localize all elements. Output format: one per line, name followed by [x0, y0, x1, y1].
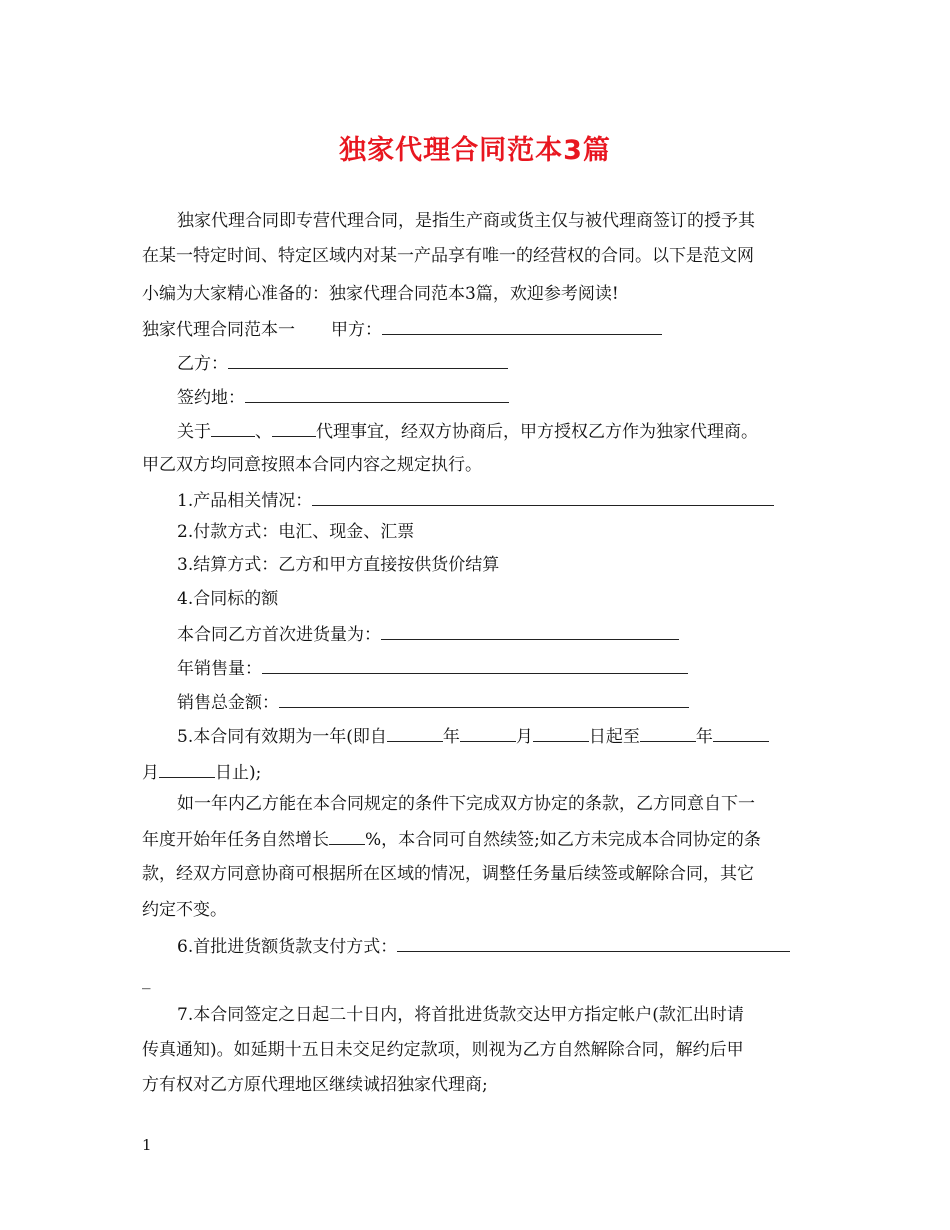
- annual-sales-label: 年销售量：: [177, 659, 262, 679]
- party-a-label: 甲方：: [331, 320, 382, 340]
- item-1-label: 1.产品相关情况：: [177, 491, 313, 511]
- total-sales-label: 销售总金额：: [177, 693, 279, 713]
- month-label: 月: [515, 727, 533, 747]
- para-line-1: 如一年内乙方能在本合同规定的条件下完成双方协定的条款，乙方同意自下一: [177, 794, 755, 814]
- contract-heading-row: [142, 316, 822, 342]
- item-3: 3.结算方式：乙方和甲方直接按供货价结算: [177, 555, 500, 575]
- item-5-line-2: [142, 759, 822, 785]
- contract-heading: 独家代理合同范本一: [142, 320, 295, 340]
- party-b-row: [177, 350, 857, 376]
- para-line-4: 约定不变。: [142, 900, 227, 920]
- about-blank-1: [211, 418, 255, 437]
- intro-line-3: 小编为大家精心准备的：独家代理合同范本3篇，欢迎参考阅读!: [142, 284, 619, 304]
- page-number: 1: [142, 1136, 152, 1154]
- about-row: [177, 418, 857, 444]
- item-7-line-2: 传真通知)。如延期十五日未交足约定款项，则视为乙方自然解除合同，解约后甲: [142, 1040, 744, 1060]
- about-sep: 、: [255, 422, 272, 442]
- item-6-tail: _: [142, 970, 151, 990]
- item-5-text: 5.本合同有效期为一年(即自: [177, 727, 387, 747]
- year-label-2: 年: [695, 727, 713, 747]
- first-qty-blank: [381, 621, 679, 640]
- party-b-label: 乙方：: [177, 354, 228, 374]
- para-line-3: 款，经双方同意协商可根据所在区域的情况，调整任务量后续签或解除合同，其它: [142, 864, 754, 884]
- year-label: 年: [442, 727, 460, 747]
- total-sales-row: [177, 689, 857, 715]
- about-line-2: 甲乙双方均同意按照本合同内容之规定执行。: [142, 455, 482, 475]
- growth-blank: [329, 826, 365, 845]
- start-day-blank: [533, 723, 589, 742]
- para-line-2: [142, 826, 822, 852]
- item-6-label: 6.首批进货额货款支付方式：: [177, 937, 398, 957]
- item-1-blank: [312, 487, 774, 506]
- sign-place-blank: [245, 384, 509, 403]
- end-month-blank: [713, 723, 769, 742]
- start-month-blank: [460, 723, 516, 742]
- first-qty-row: [177, 621, 857, 647]
- para-line-2b: %，本合同可自然续签;如乙方未完成本合同协定的条: [365, 830, 761, 850]
- intro-line-1: 独家代理合同即专营代理合同，是指生产商或货主仅与被代理商签订的授予其: [177, 211, 755, 231]
- month-label-2: 月: [142, 763, 159, 783]
- item-4: 4.合同标的额: [177, 589, 279, 609]
- day-end-label: 日止);: [215, 763, 262, 783]
- sign-place-label: 签约地：: [177, 388, 245, 408]
- party-a-blank: [382, 316, 662, 335]
- document-title: 独家代理合同范本3篇: [339, 135, 611, 166]
- item-7-line-1: 7.本合同签定之日起二十日内，将首批进货款交达甲方指定帐户(款汇出时请: [177, 1005, 744, 1025]
- end-day-blank: [159, 759, 215, 778]
- annual-sales-row: [177, 655, 857, 681]
- item-2: 2.付款方式：电汇、现金、汇票: [177, 522, 415, 542]
- para-line-2a: 年度开始年任务自然增长: [142, 830, 329, 850]
- item-6-blank: [397, 933, 790, 952]
- annual-sales-blank: [262, 655, 688, 674]
- end-year-blank: [640, 723, 696, 742]
- sign-place-row: [177, 384, 857, 410]
- item-1-row: [177, 487, 857, 513]
- day-from-label: 日起至: [588, 727, 640, 747]
- intro-line-2: 在某一特定时间、特定区域内对某一产品享有唯一的经营权的合同。以下是范文网: [142, 246, 754, 266]
- item-5-row: [177, 723, 857, 749]
- party-b-blank: [228, 350, 508, 369]
- first-qty-label: 本合同乙方首次进货量为：: [177, 625, 381, 645]
- about-blank-2: [272, 418, 316, 437]
- item-7-line-3: 方有权对乙方原代理地区继续诚招独家代理商;: [142, 1075, 488, 1095]
- about-prefix: 关于: [177, 422, 211, 442]
- start-year-blank: [387, 723, 443, 742]
- about-suffix: 代理事宜，经双方协商后，甲方授权乙方作为独家代理商。: [316, 422, 758, 442]
- item-6-row: [177, 933, 857, 959]
- total-sales-blank: [279, 689, 689, 708]
